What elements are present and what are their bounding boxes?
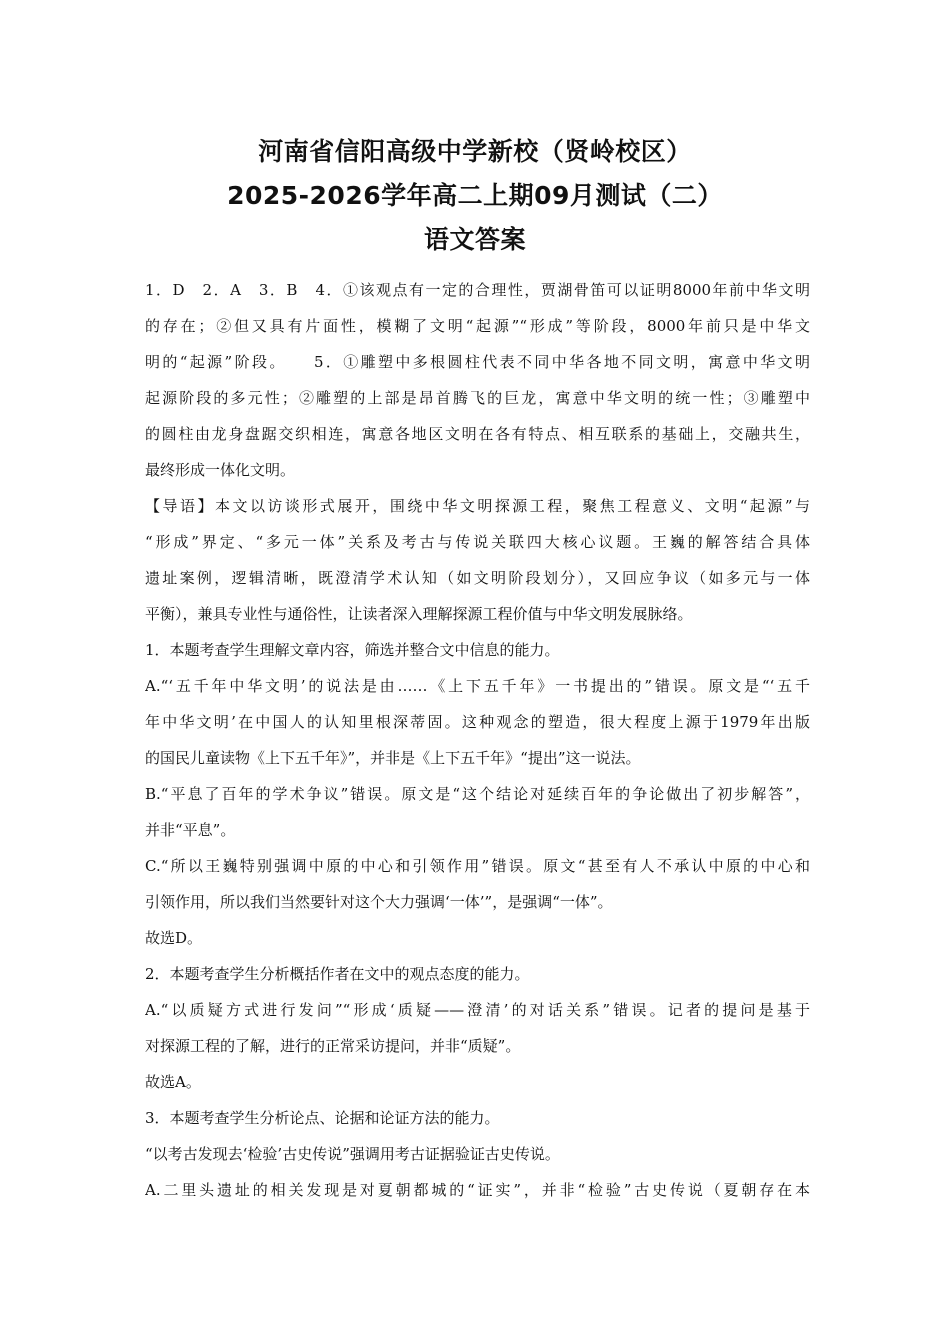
text-line: 最终形成一体化文明。	[145, 461, 296, 479]
text-line: 的存在；②但又具有片面性，模糊了文明“起源”“形成”等阶段，8000年前只是中华文	[145, 317, 810, 335]
text-line: A.二里头遗址的相关发现是对夏朝都城的“证实”，并非“检验”古史传说（夏朝存在本	[145, 1181, 810, 1199]
text-line: A.“以质疑方式进行发问”“形成‘质疑——澄清’的对话关系”错误。记者的提问是基于	[145, 1001, 810, 1019]
text-line: B.“平息了百年的学术争议”错误。原文是“这个结论对延续百年的争论做出了初步解答”，	[145, 785, 810, 803]
title-exam: 2025-2026学年高二上期09月测试（二）	[227, 181, 723, 210]
text-line: 1．D 2．A 3．B 4．①该观点有一定的合理性，贾湖骨笛可以证明8000年前中华文明	[145, 281, 810, 299]
text-line: 故选A。	[145, 1073, 201, 1091]
text-line: “形成”界定、“多元一体”关系及考古与传说关联四大核心议题。王巍的解答结合具体	[145, 533, 810, 551]
text-line: A.“‘五千年中华文明’的说法是由……《上下五千年》一书提出的”错误。原文是“‘五千	[145, 677, 810, 695]
text-line: 【导语】本文以访谈形式展开，围绕中华文明探源工程，聚焦工程意义、文明“起源”与	[145, 497, 810, 515]
text-line: “以考古发现去‘检验’古史传说”强调用考古证据验证古史传说。	[145, 1145, 560, 1163]
text-line: 明的“起源”阶段。 5．①雕塑中多根圆柱代表不同中华各地不同文明，寓意中华文明	[145, 353, 810, 371]
text-line: 故选D。	[145, 929, 203, 947]
document-title	[0, 130, 950, 262]
title-school: 河南省信阳高级中学新校（贤岭校区）	[258, 137, 692, 166]
text-line: 引领作用，所以我们当然要针对这个大力强调‘一体’”，是强调“一体”。	[145, 893, 613, 911]
text-line: 1．本题考查学生理解文章内容，筛选并整合文中信息的能力。	[145, 641, 560, 659]
text-line: 2．本题考查学生分析概括作者在文中的观点态度的能力。	[145, 965, 530, 983]
text-line: 的国民儿童读物《上下五千年》”，并非是《上下五千年》“提出”这一说法。	[145, 749, 641, 767]
text-line: 并非“平息”。	[145, 821, 236, 839]
text-line: 的圆柱由龙身盘踞交织相连，寓意各地区文明在各有特点、相互联系的基础上，交融共生，	[145, 425, 810, 443]
text-line: 平衡），兼具专业性与通俗性，让读者深入理解探源工程价值与中华文明发展脉络。	[145, 605, 693, 623]
text-line: C.“所以王巍特别强调中原的中心和引领作用”错误。原文“甚至有人不承认中原的中心和	[145, 857, 810, 875]
text-line: 年中华文明’在中国人的认知里根深蒂固。这种观念的塑造，很大程度上源于1979年出版	[145, 713, 810, 731]
text-line: 3．本题考查学生分析论点、论据和论证方法的能力。	[145, 1109, 500, 1127]
text-line: 对探源工程的了解，进行的正常采访提问，并非“质疑”。	[145, 1037, 521, 1055]
answer-body	[145, 272, 810, 1208]
text-line: 遗址案例，逻辑清晰，既澄清学术认知（如文明阶段划分），又回应争议（如多元与一体	[145, 569, 810, 587]
title-subject: 语文答案	[423, 225, 526, 254]
text-line: 起源阶段的多元性；②雕塑的上部是昂首腾飞的巨龙，寓意中华文明的统一性；③雕塑中	[145, 389, 810, 407]
